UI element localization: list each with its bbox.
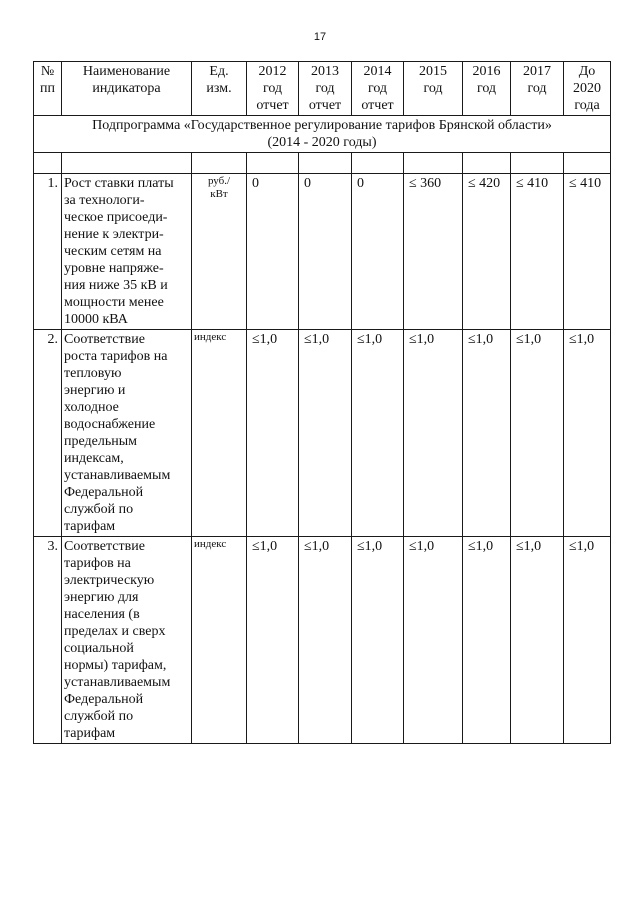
value-2020: ≤1,0 xyxy=(564,537,611,744)
value-2013: 0 xyxy=(299,174,352,330)
row-number: 3. xyxy=(34,537,62,744)
section-title: Подпрограмма «Государственное регулирование тарифов Брянской области» (2014 - 2020 годы) xyxy=(34,116,611,153)
indicators-table xyxy=(33,61,611,744)
value-2016: ≤1,0 xyxy=(463,537,511,744)
row-number: 1. xyxy=(34,174,62,330)
indicator-name: Соответствие роста тарифов на тепловую энергию и холодное водоснабжение предельным индексам, устанавливаемым Федеральной службой по тарифам xyxy=(62,330,192,537)
page-number: 17 xyxy=(313,31,327,43)
unit-cell: индекс xyxy=(192,330,247,537)
value-2012: ≤1,0 xyxy=(247,537,299,744)
value-2014: 0 xyxy=(352,174,404,330)
header-unit: Ед. изм. xyxy=(192,62,247,116)
value-2014: ≤1,0 xyxy=(352,537,404,744)
value-2015: ≤1,0 xyxy=(404,537,463,744)
value-2016: ≤1,0 xyxy=(463,330,511,537)
header-2012: 2012 год отчет xyxy=(247,62,299,116)
row-number: 2. xyxy=(34,330,62,537)
value-2013: ≤1,0 xyxy=(299,330,352,537)
header-2017: 2017 год xyxy=(511,62,564,116)
header-name: Наименование индикатора xyxy=(62,62,192,116)
value-2015: ≤1,0 xyxy=(404,330,463,537)
table-row xyxy=(34,174,611,330)
value-2015: ≤ 360 xyxy=(404,174,463,330)
header-2013: 2013 год отчет xyxy=(299,62,352,116)
value-2016: ≤ 420 xyxy=(463,174,511,330)
unit-cell: руб./ кВт xyxy=(192,174,247,330)
unit-cell: индекс xyxy=(192,537,247,744)
header-2015: 2015 год xyxy=(404,62,463,116)
value-2020: ≤1,0 xyxy=(564,330,611,537)
header-2016: 2016 год xyxy=(463,62,511,116)
value-2020: ≤ 410 xyxy=(564,174,611,330)
value-2017: ≤1,0 xyxy=(511,537,564,744)
value-2014: ≤1,0 xyxy=(352,330,404,537)
indicator-name: Соответствие тарифов на электрическую энергию для населения (в пределах и сверх социальной нормы) тарифам, устанавливаемым Федеральной службой по тарифам xyxy=(62,537,192,744)
spacer-row xyxy=(34,153,611,174)
header-2020: До 2020 года xyxy=(564,62,611,116)
indicator-name: Рост ставки платы за технологи- ческое присоеди- нение к электри- ческим сетям на уровне напряже- ния ниже 35 кВ и мощности менее 10000 кВА xyxy=(62,174,192,330)
table-row xyxy=(34,330,611,537)
value-2012: ≤1,0 xyxy=(247,330,299,537)
header-num: № пп xyxy=(34,62,62,116)
value-2012: 0 xyxy=(247,174,299,330)
value-2017: ≤1,0 xyxy=(511,330,564,537)
value-2017: ≤ 410 xyxy=(511,174,564,330)
value-2013: ≤1,0 xyxy=(299,537,352,744)
header-row xyxy=(34,62,611,116)
header-2014: 2014 год отчет xyxy=(352,62,404,116)
section-title-row xyxy=(34,116,611,153)
table-row xyxy=(34,537,611,744)
